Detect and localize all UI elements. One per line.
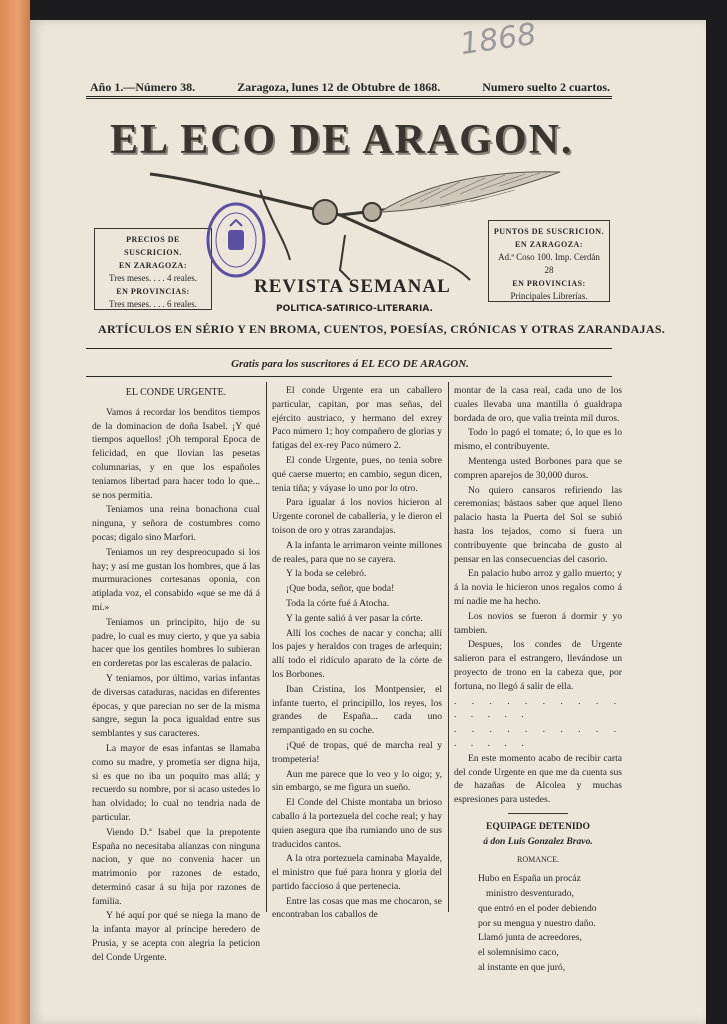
poem-line: que entró en el poder debiendo xyxy=(478,902,597,914)
issue-header xyxy=(90,80,610,95)
short-rule xyxy=(508,813,568,814)
column-1 xyxy=(92,386,260,963)
column3-paragraph: En este momento acabo de recibir carta del conde Urgente en que me da cuenta sus de hazañas de Alcolea y muchas espresiones para ustedes. xyxy=(454,752,622,806)
points-provincias-label: EN PROVINCIAS: xyxy=(512,279,586,288)
column-divider-2 xyxy=(448,382,449,912)
subscription-prices-title: PRECIOS DE SUSCRICION. xyxy=(124,235,182,257)
points-provincias-value: Principales Librerías. xyxy=(510,291,588,301)
article-title: EL CONDE URGENTE. xyxy=(125,387,227,398)
column2-paragraph: El Conde del Chiste montaba un brioso caballo á la portezuela del coche real; y hay quien asegura que iba rumiando uno de sus traducidos cantos. xyxy=(272,797,442,850)
dateline: Zaragoza, lunes 12 de Obtubre de 1868. xyxy=(237,80,441,94)
equipage-dedication: á don Luis Gonzalez Bravo. xyxy=(483,835,593,847)
poem-line: por su mengua y nuestro daño. xyxy=(478,917,596,929)
column2-paragraph: A la otra portezuela caminaba Mayalde, el ministro que fué para honra y gloria del partido faccioso á que pertenecia. xyxy=(272,853,442,892)
equipage-title: EQUIPAGE DETENIDO xyxy=(485,820,591,832)
provincias-price: Tres meses. . . . 6 reales. xyxy=(109,299,197,309)
column1-paragraph: La mayor de esas infantas se llamaba como su madre, y prometia ser digna hija, si es que no iba un poquito mas allá; y recuerdo su nombre, por si acaso ustedes lo han olvidado; lo cual no tendria nada de particular. xyxy=(92,742,260,823)
column2-paragraph: Entre las cosas que mas me chocaron, se encontraban los caballos de xyxy=(272,895,442,921)
book-spine xyxy=(0,0,30,1024)
issue-number: Año 1.—Número 38. xyxy=(90,80,196,94)
romance-label: ROMANCE. xyxy=(516,854,559,864)
subscription-points-box xyxy=(488,220,610,302)
points-zaragoza-address: Ad.ª Coso 100. Imp. Cerdán 28 xyxy=(498,252,600,275)
column2-paragraph: Y la gente salió á ver pasar la córte. xyxy=(286,612,423,624)
column2-paragraph: ¡Qué de tropas, qué de marcha real y trompeteria! xyxy=(272,739,442,765)
column3-paragraph: No quiero cansaros refiriendo las ceremonias; bástaos saber que aquel lleno palacio hasta la Puerta del Sol se subió hasta los tejados, como si fuera un contribuyente que brincaba de gusto al pensar en las consecuencias del casorio. xyxy=(454,484,622,565)
zaragoza-label: EN ZARAGOZA: xyxy=(118,261,187,270)
column3-paragraph: Despues, los condes de Urgente salieron para el estrangero, llevándose un proyecto de trono en la cabeza que, por fortuna, no llegó á salir de ella. xyxy=(454,639,622,692)
column3-paragraph: Mentenga usted Borbones para que se compren aparejos de 30,000 duros. xyxy=(454,455,622,481)
column1-paragraph: Viendo D.ª Isabel que la prepotente España no necesitaba alianzas con ninguna nacion, y que no convenia hacer un matrimonio por razones de estado, determinó casar á su hija por razones de familia. xyxy=(92,826,260,907)
poem xyxy=(454,872,622,975)
column2-paragraph: El conde Urgente era un caballero particular, capitan, por mas señas, del ejército austriaco, y hermano del exrey Paco número 1; hoy compañero de glorias y fatigas del ex-rey Paco número 2. xyxy=(272,385,442,452)
single-issue-price: Numero suelto 2 cuartos. xyxy=(482,80,610,94)
column2-paragraph: ¡Que boda, señor, que boda! xyxy=(286,583,395,595)
column1-paragraph: Vamos á recordar los benditos tiempos de la dominacion de doña Isabel. ¡Y qué tiempos aquellos! ¡Oh temporal Epoca de felicidad, en que llovian las pesetas columnarias, y en que los españoles teniamos libertad para hacer todo lo que... se nos permitia. xyxy=(92,406,260,501)
column1-paragraph: Teniamos un principito, hijo de su padre, lo cual es muy cierto, y que ya sabia hacer que los gentiles hombres lo subieran en corderetas por las escaleras de palacio. xyxy=(92,616,260,670)
column1-paragraph: Y hé aquí por qué se niega la mano de la infanta mayor al príncipe heredero de Prusia, y se acepta con alegria la peticion del Conde Urgente. xyxy=(92,910,260,963)
poem-line: ministro desventurado, xyxy=(486,888,574,900)
column2-paragraph: El conde Urgente, pues, no tenia sobre qué caerse muerto; en cambio, segun dicen, tenia tiña; y váyase lo uno por lo otro. xyxy=(272,454,442,494)
masthead-title: EL ECO DE ARAGON. xyxy=(110,117,574,163)
column3-paragraph: Todo lo pagó el tomate; ó, lo que es lo mismo, el contribuyente. xyxy=(454,427,622,453)
ellipsis-line: . . . . . . . . . . . . . . . xyxy=(454,695,622,721)
zaragoza-price: Tres meses. . . . 4 reales. xyxy=(109,273,197,283)
subscription-prices-box xyxy=(94,228,212,310)
column1-paragraph: Teniamos una reina bonachona cual ninguna, y señora de costumbres como pocas; digalo sino Marfori. xyxy=(92,504,260,543)
column3-paragraph: En palacio hubo arroz y gallo muerto; y á la novia le hicieron unos regalos como á mí nadie me ha hecho. xyxy=(454,568,622,607)
column2-paragraph: Aun me parece que lo veo y lo oigo; y, sin embargo, se me figura un sueño. xyxy=(272,768,442,794)
gratis-line: Gratis para los suscritores á EL ECO DE ARAGON. xyxy=(231,358,469,370)
column3-paragraph: montar de la casa real, cada uno de los cuales llevaba una mantilla ó gualdrapa bordada de oro, que valia treinta mil duros. xyxy=(454,385,622,424)
poem-line: al instante en que juró, xyxy=(478,962,566,974)
ellipsis-line: . . . . . . . . . . . . . . . xyxy=(454,724,622,749)
column2-paragraph: Toda la córte fué á Atocha. xyxy=(286,597,390,609)
review-title: REVISTA SEMANAL xyxy=(254,276,451,297)
newspaper-page xyxy=(30,16,706,1024)
section-rule-top xyxy=(86,348,612,349)
articles-line: ARTÍCULOS EN SÉRIO Y EN BROMA, CUENTOS, POESÍAS, CRÓNICAS Y OTRAS ZARANDAJAS. xyxy=(98,322,666,336)
column-3 xyxy=(454,384,622,974)
column2-paragraph: Para igualar á los novios hicieron al Urgente coronel de caballería, y le dieron el toison de oro y otras zarandajas. xyxy=(272,497,442,536)
column2-paragraph: A la infanta le arrimaron veinte millones de reales, para que no se cayera. xyxy=(272,539,442,565)
column1-paragraph: Teniamos un rey despreocupado si los hay; y así me gustan los hombres, que á las murmuraciones cortesanas oponia, con atiplada voz, el consabido «que se me dá á mí.» xyxy=(92,546,260,613)
poem-line: Llamó junta de acreedores, xyxy=(478,932,582,944)
provincias-label: EN PROVINCIAS: xyxy=(116,287,190,296)
column-2 xyxy=(272,384,442,921)
header-rule xyxy=(86,96,612,99)
subscription-points-title: PUNTOS DE SUSCRICION. xyxy=(493,227,605,236)
section-rule-bottom xyxy=(86,376,612,377)
library-stamp xyxy=(204,200,268,280)
points-zaragoza-label: EN ZARAGOZA: xyxy=(514,240,583,249)
column1-paragraph: Y teniamos, por último, varias infantas de diversas cataduras, nacidas en diferentes épocas, y que parecian no ser de la misma sangre, segun la poca igualdad entre sus semblantes y sus caracteres. xyxy=(92,672,260,740)
column3-paragraph: Los novios se fueron á dormir y yo tambien. xyxy=(454,610,622,636)
poem-line: el solemnísimo caco, xyxy=(478,947,559,959)
column-divider-1 xyxy=(266,382,267,912)
column2-paragraph: Iban Cristina, los Montpensier, el infante tuerto, el principillo, los reyes, los grandes de España... cada uno rempantigado en su coche. xyxy=(272,683,442,737)
pencil-annotation: 1868 xyxy=(457,16,539,63)
poem-line: Hubo en España un procáz xyxy=(478,873,581,885)
review-subtitle: POLITICA-SATIRICO-LITERARIA. xyxy=(276,304,433,314)
column2-paragraph: Y la boda se celebró. xyxy=(286,568,367,580)
column2-paragraph: Allí los coches de nacar y concha; allí los pajes y heraldos con trages de arlequin; allí todo el ridículo aparato de la córte de los Borbones. xyxy=(272,627,442,680)
